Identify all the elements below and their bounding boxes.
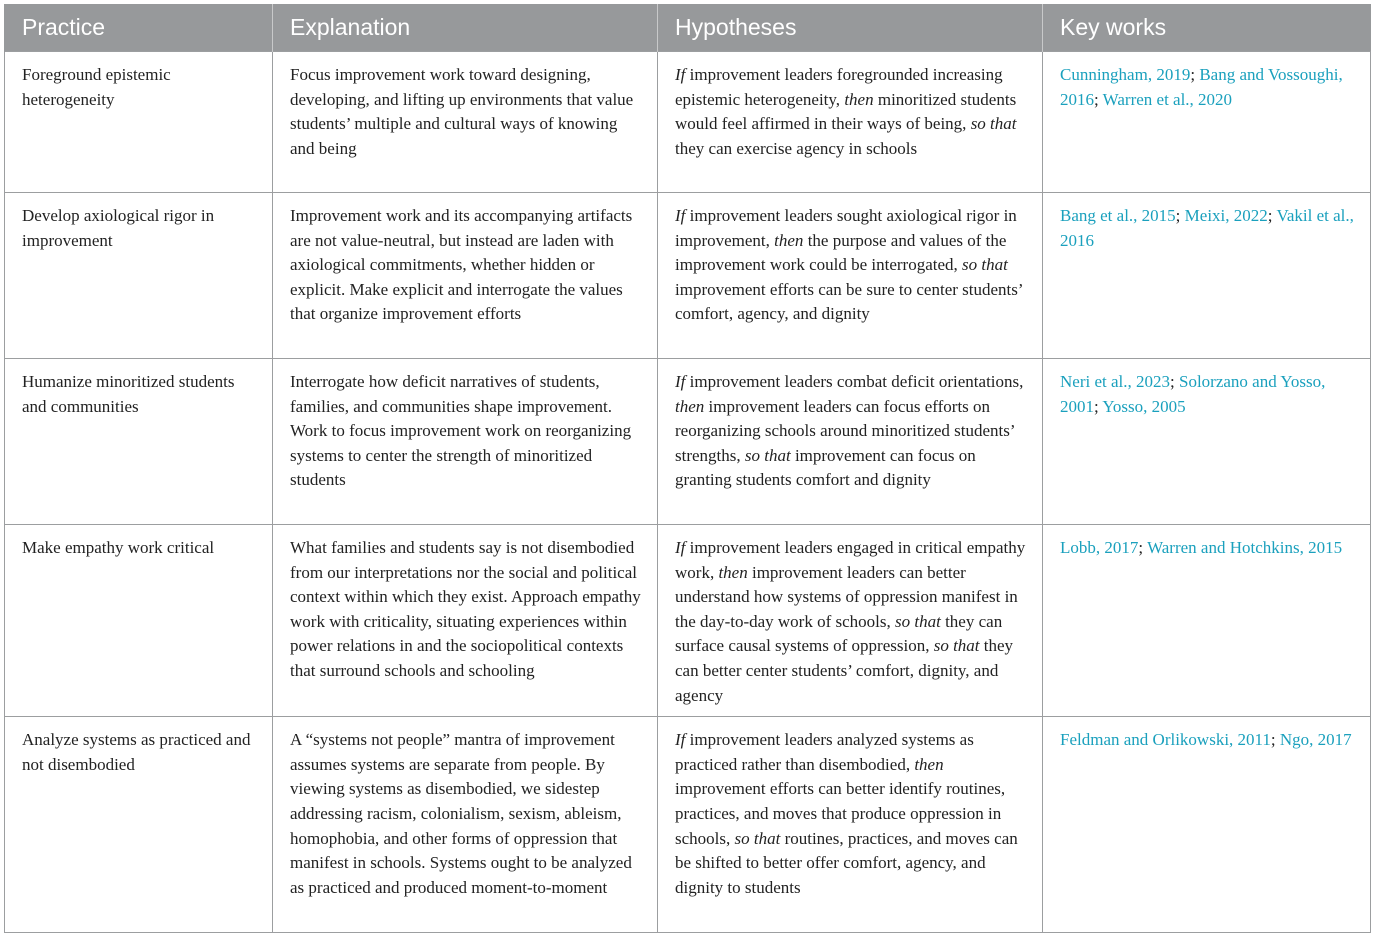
practice-cell: Develop axiological rigor in improvement [5,193,273,359]
explanation-cell: Interrogate how deficit narratives of students, families, and communities shape improvement. Work to focus improvement work on reorganizing systems to center the strength of minoritized students [273,359,658,525]
column-header-explanation: Explanation [273,4,658,52]
citation-link[interactable]: Vakil et al., 2016 [1060,206,1354,250]
citation-separator: ; [1175,206,1185,225]
hypothesis-text: they can better center students’ comfort, dignity, and agency [675,636,1014,705]
hypothesis-text: routines, practices, and moves can be shifted to better offer comfort, agency, and dignity to students [675,828,1018,897]
hypothesis-connective: so that [895,611,941,631]
table-row [5,52,1371,193]
practice-cell: Make empathy work critical [5,525,273,717]
hypothesis-text: improvement efforts can better identify routines, practices, and moves that produce oppression in schools, [675,779,1006,848]
hypothesis-cell [658,525,1043,717]
citation-link[interactable]: Lobb, 2017 [1060,538,1139,557]
citation-separator: ; [1094,89,1103,109]
practice-cell: Humanize minoritized students and communities [5,359,273,525]
key-works-cell [1043,52,1371,193]
hypothesis-text: improvement can focus on granting students comfort and dignity [675,445,976,490]
hypothesis-connective: so that [970,114,1017,134]
hypothesis-connective: If [675,372,686,391]
explanation-cell: Focus improvement work toward designing, developing, and lifting up environments that value students’ multiple and cultural ways of knowing and being [273,52,658,193]
hypothesis-text: improvement leaders sought axiological rigor in improvement, [675,206,1017,250]
citation-link[interactable]: Solorzano and Yosso, 2001 [1060,372,1326,416]
citation-link[interactable]: Cunningham, 2019 [1060,65,1191,84]
hypothesis-connective: If [675,730,686,750]
citation-link[interactable]: Bang et al., 2015 [1060,206,1176,225]
practice-cell: Analyze systems as practiced and not disembodied [5,717,273,933]
hypothesis-text: improvement efforts can be sure to center students’ comfort, agency, and dignity [675,279,1023,324]
table-row [5,717,1371,933]
header-row [5,4,1371,52]
hypothesis-text: improvement leaders engaged in critical empathy work, [675,538,1026,582]
hypothesis-text: improvement leaders can better understand how systems of oppression manifest in the day-to-day work of schools, [675,562,1018,631]
practice-cell: Foreground epistemic heterogeneity [5,52,273,193]
citation-link[interactable]: Warren and Hotchkins, 2015 [1147,538,1343,557]
key-works-cell [1043,717,1371,933]
hypothesis-connective: then [675,396,705,416]
hypothesis-cell [658,359,1043,525]
citation-link[interactable]: Yosso, 2005 [1102,396,1186,416]
citation-link[interactable]: Bang and Vossoughi, 2016 [1060,65,1343,109]
key-works-cell [1043,525,1371,717]
table-row [5,525,1371,717]
hypothesis-text: improvement leaders foregrounded increasing epistemic heterogeneity, [675,65,1003,109]
hypothesis-connective: If [675,206,686,225]
citation-link[interactable]: Warren et al., 2020 [1102,89,1233,109]
table-row [5,193,1371,359]
hypothesis-connective: If [675,65,686,84]
column-header-hypotheses: Hypotheses [658,4,1043,52]
hypothesis-connective: then [718,562,748,582]
citation-separator: ; [1170,372,1179,391]
hypothesis-connective: then [774,230,804,250]
citation-link[interactable]: Meixi, 2022 [1184,206,1268,225]
hypothesis-connective: so that [933,636,980,656]
explanation-cell: A “systems not people” mantra of improvement assumes systems are separate from people. By viewing systems as disembodied, we sidestep addressing racism, colonialism, sexism, ableism, homophobia, and other forms of oppression that manifest in schools. Systems ought to be analyzed as practiced and produced moment-to-moment [273,717,658,933]
hypothesis-connective: then [914,754,944,774]
explanation-cell: Improvement work and its accompanying artifacts are not value-neutral, but instead are laden with axiological commitments, whether hidden or explicit. Make explicit and interrogate the values that organize improvement efforts [273,193,658,359]
hypothesis-text: improvement leaders combat deficit orientations, [685,372,1024,391]
table-row [5,359,1371,525]
hypothesis-connective: If [675,538,686,557]
citation-separator: ; [1267,206,1277,225]
hypothesis-cell [658,193,1043,359]
citation-separator: ; [1270,730,1280,750]
citation-link[interactable]: Ngo, 2017 [1279,730,1352,750]
hypothesis-text: they can surface causal systems of oppression, [675,611,1003,656]
citation-link[interactable]: Neri et al., 2023 [1060,372,1170,391]
hypothesis-cell [658,717,1043,933]
citation-separator: ; [1094,396,1103,416]
hypothesis-connective: then [844,89,874,109]
column-header-key-works: Key works [1043,4,1371,52]
hypothesis-text: they can exercise agency in schools [675,138,918,158]
hypothesis-text: improvement leaders can focus efforts on reorganizing schools around minoritized students’ strengths, [675,396,1015,465]
citation-link[interactable]: Feldman and Orlikowski, 2011 [1060,730,1271,750]
hypothesis-connective: so that [734,828,781,848]
explanation-cell: What families and students say is not disembodied from our interpretations nor the social and political context within which they exist. Approach empathy work with criticality, situating experiences within power relations in and the sociopolitical contexts that surround schools and schooling [273,525,658,717]
hypothesis-text: minoritized students would feel affirmed in their ways of being, [675,89,1017,134]
column-header-practice: Practice [5,4,273,52]
key-works-cell [1043,359,1371,525]
hypothesis-cell [658,52,1043,193]
practices-table [4,4,1371,933]
hypothesis-text: the purpose and values of the improvement work could be interrogated, [675,230,1007,275]
citation-separator: ; [1190,65,1200,84]
citation-separator: ; [1138,538,1148,557]
hypothesis-text: improvement leaders analyzed systems as practiced rather than disembodied, [675,730,974,774]
hypothesis-connective: so that [962,255,1008,275]
hypothesis-connective: so that [744,445,791,465]
key-works-cell [1043,193,1371,359]
